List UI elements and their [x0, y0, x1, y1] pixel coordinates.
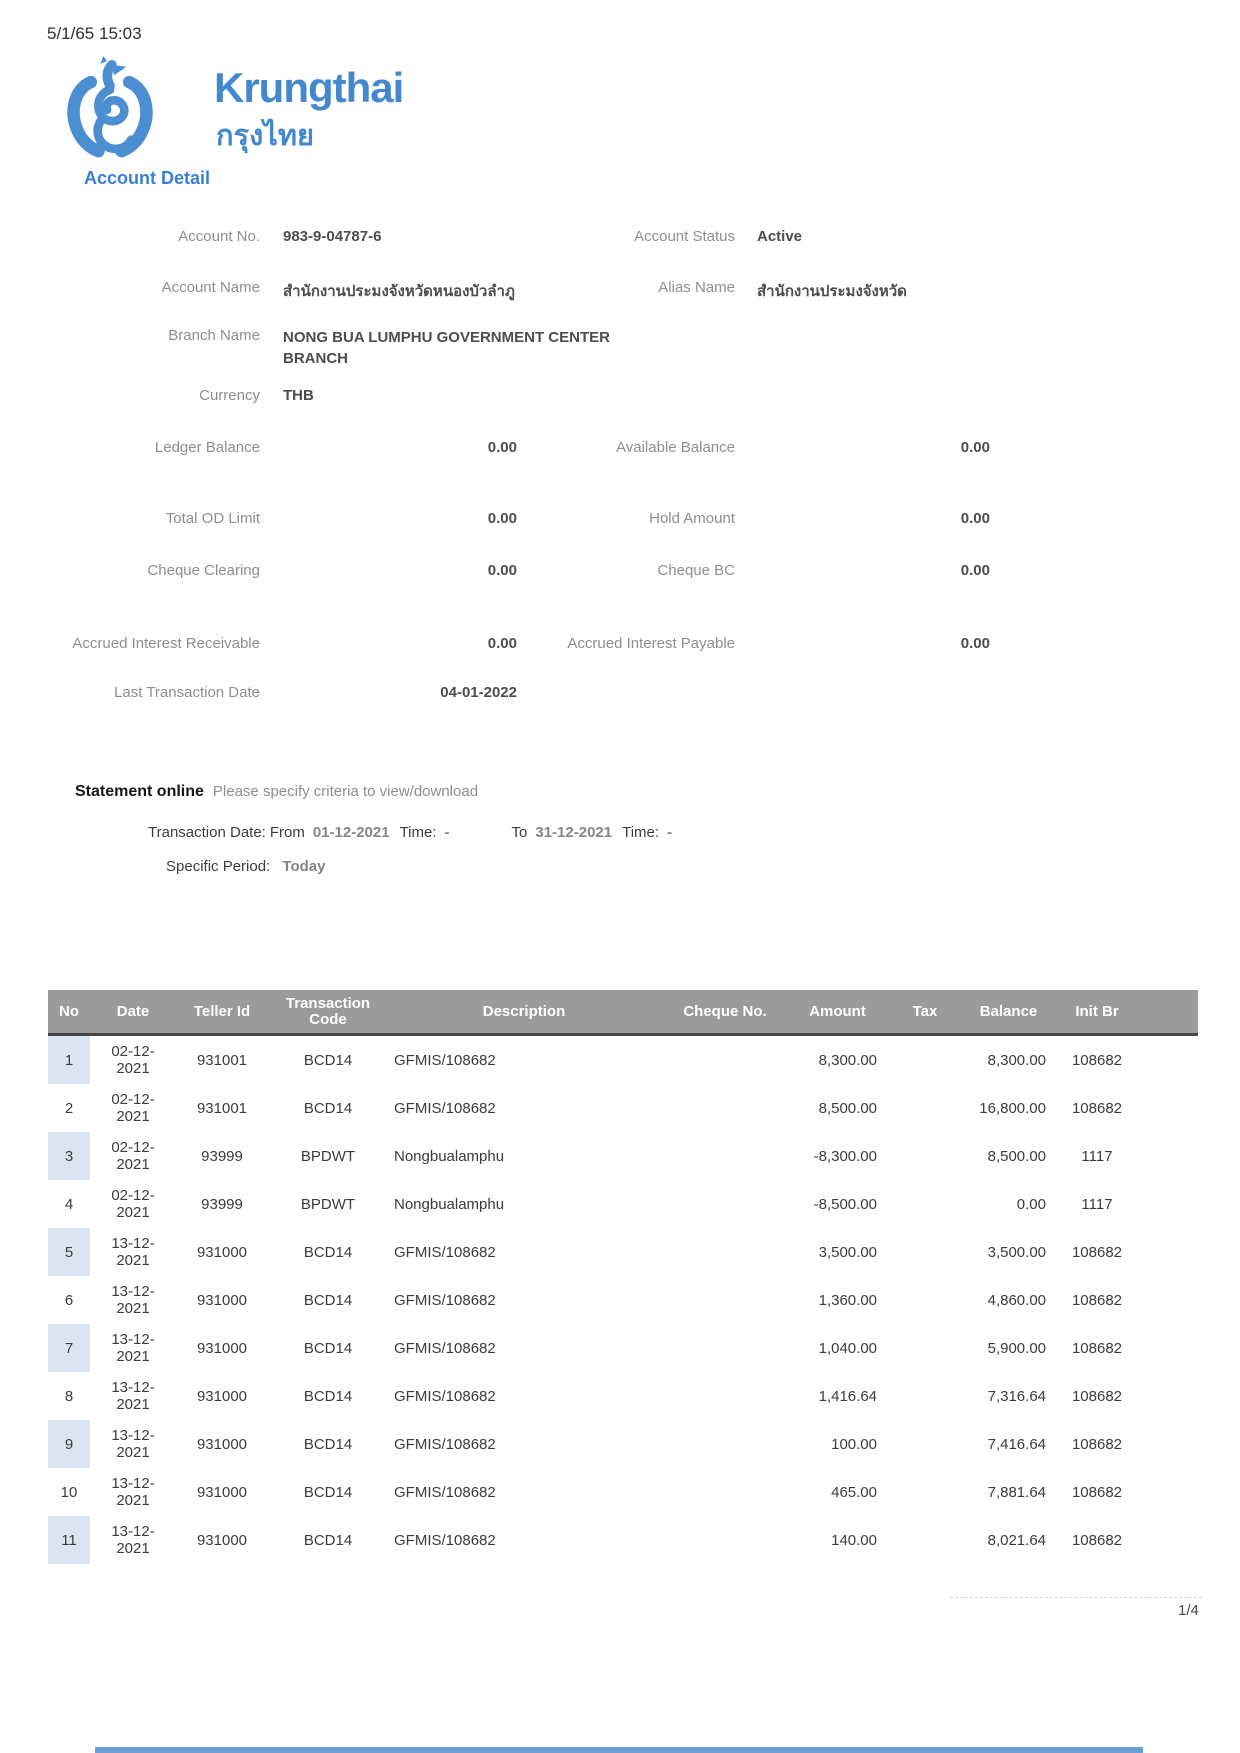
- cell-teller-id: 93999: [201, 1195, 243, 1213]
- cell-teller-id: 931000: [196, 1243, 248, 1261]
- cell-teller-id: 931000: [196, 1387, 248, 1405]
- cell-description: GFMIS/108682: [394, 1531, 496, 1549]
- col-header-init-br: Init Br: [1075, 1002, 1119, 1020]
- cell-no: 6: [64, 1291, 74, 1309]
- last-transaction-date-label: Last Transaction Date: [114, 684, 260, 701]
- to-time-value: -: [667, 824, 673, 841]
- cell-balance: 3,500.00: [987, 1243, 1046, 1261]
- account-detail-title: Account Detail: [84, 168, 211, 188]
- transaction-row: [48, 1420, 1198, 1468]
- cell-init-br: 108682: [1071, 1291, 1123, 1309]
- transaction-row: [48, 1036, 1198, 1084]
- time-label: Time:: [622, 824, 660, 841]
- account-no-label: Account No.: [178, 228, 260, 245]
- account-field-row: [0, 387, 1240, 435]
- cell-date: 02-12- 2021: [111, 1187, 155, 1221]
- cell-teller-id: 931001: [196, 1051, 248, 1069]
- transaction-row: [48, 1228, 1198, 1276]
- cell-no: 7: [48, 1324, 90, 1372]
- transaction-row: [48, 1132, 1198, 1180]
- cell-description: GFMIS/108682: [394, 1051, 496, 1069]
- brand-name-en: Krungthai: [214, 64, 404, 111]
- col-header-amount: Amount: [809, 1002, 866, 1020]
- cell-init-br: 1117: [1081, 1195, 1113, 1213]
- cell-tax: [885, 1372, 965, 1420]
- available-balance-value: 0.00: [960, 439, 990, 456]
- cell-date: 13-12- 2021: [111, 1235, 155, 1269]
- cell-amount: 1,360.00: [818, 1291, 877, 1309]
- cell-date: 13-12- 2021: [111, 1523, 155, 1557]
- col-header-transaction-code: Transaction Code: [285, 994, 371, 1028]
- brand-name-th: กรุงไทย: [216, 120, 314, 152]
- cell-tax: [885, 1180, 965, 1228]
- statement-online-header: [75, 783, 478, 801]
- cell-amount: 1,040.00: [818, 1339, 877, 1357]
- cell-cheque-no: [660, 1180, 790, 1228]
- cell-teller-id: 931001: [196, 1099, 248, 1117]
- cell-init-br: 108682: [1071, 1387, 1123, 1405]
- cell-date: 13-12- 2021: [111, 1475, 155, 1509]
- transaction-row: [48, 1468, 1198, 1516]
- cell-tax: [885, 1132, 965, 1180]
- cheque-bc-label: Cheque BC: [657, 562, 735, 579]
- to-date-value: 31-12-2021: [535, 824, 613, 841]
- cell-transaction-code: BCD14: [303, 1531, 353, 1549]
- cell-no: 10: [60, 1483, 78, 1501]
- statement-table: [48, 990, 1198, 1564]
- cell-transaction-code: BCD14: [303, 1435, 353, 1453]
- transaction-date-criteria: [148, 824, 672, 841]
- footer-divider: [950, 1597, 1202, 1598]
- account-field-row: [0, 684, 1240, 732]
- table-header: [48, 990, 1198, 1036]
- cell-cheque-no: [660, 1420, 790, 1468]
- cell-balance: 7,416.64: [987, 1435, 1046, 1453]
- cell-amount: -8,500.00: [813, 1195, 877, 1213]
- cell-amount: 100.00: [831, 1435, 877, 1453]
- cell-teller-id: 931000: [196, 1531, 248, 1549]
- cell-date: 13-12- 2021: [111, 1331, 155, 1365]
- cell-balance: 7,316.64: [987, 1387, 1046, 1405]
- last-transaction-date-value: 04-01-2022: [440, 684, 517, 701]
- cell-no: 3: [48, 1132, 90, 1180]
- cell-init-br: 108682: [1071, 1051, 1123, 1069]
- col-header-balance: Balance: [979, 1002, 1038, 1020]
- col-header-cheque-no: Cheque No.: [683, 1002, 767, 1020]
- cell-amount: 140.00: [831, 1531, 877, 1549]
- ledger-balance-label: Ledger Balance: [154, 439, 260, 456]
- cell-description: GFMIS/108682: [394, 1483, 496, 1501]
- cell-date: 02-12- 2021: [111, 1091, 155, 1125]
- cell-tax: [885, 1084, 965, 1132]
- hold-amount-label: Hold Amount: [649, 510, 735, 527]
- cell-balance: 7,881.64: [987, 1483, 1046, 1501]
- alias-name-label: Alias Name: [658, 279, 735, 296]
- cell-transaction-code: BCD14: [303, 1387, 353, 1405]
- cell-date: 13-12- 2021: [111, 1283, 155, 1317]
- hold-amount-value: 0.00: [960, 510, 990, 527]
- cell-date: 13-12- 2021: [111, 1379, 155, 1413]
- transaction-row: [48, 1516, 1198, 1564]
- cell-cheque-no: [660, 1228, 790, 1276]
- cell-date: 02-12- 2021: [111, 1139, 155, 1173]
- cell-date: 13-12- 2021: [111, 1427, 155, 1461]
- cell-amount: 8,300.00: [818, 1051, 877, 1069]
- cell-amount: 8,500.00: [818, 1099, 877, 1117]
- cell-balance: 8,021.64: [987, 1531, 1046, 1549]
- cell-teller-id: 931000: [196, 1339, 248, 1357]
- cell-amount: 465.00: [831, 1483, 877, 1501]
- account-field-row: [0, 635, 1240, 683]
- specific-period-value: Today: [282, 858, 326, 875]
- cell-init-br: 108682: [1071, 1435, 1123, 1453]
- cell-tax: [885, 1036, 965, 1084]
- cell-balance: 8,500.00: [987, 1147, 1046, 1165]
- from-date-value: 01-12-2021: [312, 824, 390, 841]
- accrued-interest-receivable-label: Accrued Interest Receivable: [72, 635, 260, 652]
- cell-cheque-no: [660, 1372, 790, 1420]
- cell-transaction-code: BPDWT: [300, 1147, 356, 1165]
- accrued-interest-payable-value: 0.00: [960, 635, 990, 652]
- statement-online-subtitle: Please specify criteria to view/download: [212, 783, 479, 800]
- cell-description: GFMIS/108682: [394, 1291, 496, 1309]
- specific-period-label: Specific Period:: [166, 858, 271, 875]
- transaction-date-label: Transaction Date:: [148, 824, 266, 841]
- col-header-date: Date: [116, 1002, 150, 1020]
- transaction-row: [48, 1372, 1198, 1420]
- account-no-value: 983-9-04787-6: [283, 228, 382, 245]
- from-label: From: [269, 824, 305, 841]
- cell-init-br: 108682: [1071, 1339, 1123, 1357]
- cell-no: 1: [48, 1036, 90, 1084]
- account-field-row: [0, 562, 1240, 610]
- account-field-row: [0, 439, 1240, 487]
- cell-description: Nongbualamphu: [394, 1195, 505, 1213]
- cell-no: 5: [48, 1228, 90, 1276]
- cell-tax: [885, 1516, 965, 1564]
- cell-no: 8: [64, 1387, 74, 1405]
- cell-cheque-no: [660, 1036, 790, 1084]
- branch-name-label: Branch Name: [168, 327, 260, 344]
- cell-description: Nongbualamphu: [394, 1147, 505, 1165]
- col-header-tax: Tax: [912, 1002, 938, 1020]
- cell-teller-id: 931000: [196, 1483, 248, 1501]
- statement-online-title: Statement online: [75, 783, 204, 800]
- cell-tax: [885, 1468, 965, 1516]
- cell-date: 02-12- 2021: [111, 1043, 155, 1077]
- cell-cheque-no: [660, 1084, 790, 1132]
- cell-transaction-code: BCD14: [303, 1291, 353, 1309]
- cell-transaction-code: BCD14: [303, 1339, 353, 1357]
- cell-init-br: 108682: [1071, 1099, 1123, 1117]
- cell-teller-id: 931000: [196, 1435, 248, 1453]
- currency-value: THB: [283, 387, 314, 404]
- cell-tax: [885, 1324, 965, 1372]
- cell-balance: 16,800.00: [979, 1099, 1046, 1117]
- cell-no: 4: [64, 1195, 74, 1213]
- page-bottom-bar: [95, 1747, 1143, 1753]
- account-field-row: [0, 327, 1240, 375]
- cell-amount: -8,300.00: [813, 1147, 877, 1165]
- cell-description: GFMIS/108682: [394, 1099, 496, 1117]
- cell-description: GFMIS/108682: [394, 1387, 496, 1405]
- cell-no: 2: [64, 1099, 74, 1117]
- currency-label: Currency: [199, 387, 260, 404]
- to-label: To: [511, 824, 528, 841]
- cell-cheque-no: [660, 1132, 790, 1180]
- account-name-label: Account Name: [161, 279, 260, 296]
- cell-init-br: 108682: [1071, 1243, 1123, 1261]
- account-status-value: Active: [757, 228, 803, 245]
- cell-cheque-no: [660, 1276, 790, 1324]
- krungthai-bird-icon: [62, 56, 158, 160]
- cell-balance: 4,860.00: [987, 1291, 1046, 1309]
- transaction-row: [48, 1276, 1198, 1324]
- time-label: Time:: [399, 824, 437, 841]
- cell-transaction-code: BCD14: [303, 1483, 353, 1501]
- total-od-limit-label: Total OD Limit: [165, 510, 260, 527]
- cell-amount: 3,500.00: [818, 1243, 877, 1261]
- branch-name-value: NONG BUA LUMPHU GOVERNMENT CENTER BRANCH: [283, 329, 610, 367]
- cheque-bc-value: 0.00: [960, 562, 990, 579]
- cell-tax: [885, 1420, 965, 1468]
- cell-no: 9: [48, 1420, 90, 1468]
- cell-transaction-code: BCD14: [303, 1051, 353, 1069]
- cell-description: GFMIS/108682: [394, 1435, 496, 1453]
- cell-transaction-code: BCD14: [303, 1243, 353, 1261]
- krungthai-logo: [62, 56, 482, 166]
- cell-tax: [885, 1276, 965, 1324]
- cell-transaction-code: BPDWT: [300, 1195, 356, 1213]
- cell-no: 11: [48, 1516, 90, 1564]
- cell-transaction-code: BCD14: [303, 1099, 353, 1117]
- cell-init-br: 108682: [1071, 1531, 1123, 1549]
- col-header-teller-id: Teller Id: [193, 1002, 251, 1020]
- alias-name-value: สำนักงานประมงจังหวัด: [757, 283, 907, 300]
- account-field-row: [0, 279, 1240, 327]
- account-field-row: [0, 228, 1240, 276]
- cell-balance: 5,900.00: [987, 1339, 1046, 1357]
- accrued-interest-receivable-value: 0.00: [487, 635, 517, 652]
- accrued-interest-payable-label: Accrued Interest Payable: [567, 635, 735, 652]
- account-name-value: สำนักงานประมงจังหวัดหนองบัวลำภู: [283, 283, 515, 300]
- col-header-description: Description: [482, 1002, 566, 1020]
- transaction-row: [48, 1084, 1198, 1132]
- statement-table-body: [48, 1036, 1198, 1564]
- cell-cheque-no: [660, 1516, 790, 1564]
- cell-cheque-no: [660, 1324, 790, 1372]
- cell-balance: 0.00: [1016, 1195, 1046, 1213]
- cheque-clearing-label: Cheque Clearing: [147, 562, 260, 579]
- account-status-label: Account Status: [634, 228, 735, 245]
- cell-cheque-no: [660, 1468, 790, 1516]
- transaction-row: [48, 1324, 1198, 1372]
- cell-amount: 1,416.64: [818, 1387, 877, 1405]
- transaction-row: [48, 1180, 1198, 1228]
- cell-tax: [885, 1228, 965, 1276]
- available-balance-label: Available Balance: [616, 439, 735, 456]
- col-header-no: No: [59, 1002, 79, 1020]
- total-od-limit-value: 0.00: [487, 510, 517, 527]
- cell-init-br: 108682: [1071, 1483, 1123, 1501]
- from-time-value: -: [444, 824, 450, 841]
- cell-init-br: 1117: [1081, 1147, 1113, 1165]
- page-number: 1/4: [1178, 1602, 1199, 1619]
- specific-period-row: [166, 858, 325, 875]
- print-timestamp: 5/1/65 15:03: [47, 24, 142, 43]
- cell-teller-id: 93999: [201, 1147, 243, 1165]
- cell-teller-id: 931000: [196, 1291, 248, 1309]
- cell-balance: 8,300.00: [987, 1051, 1046, 1069]
- account-field-row: [0, 510, 1240, 558]
- cheque-clearing-value: 0.00: [487, 562, 517, 579]
- cell-description: GFMIS/108682: [394, 1243, 496, 1261]
- ledger-balance-value: 0.00: [487, 439, 517, 456]
- cell-description: GFMIS/108682: [394, 1339, 496, 1357]
